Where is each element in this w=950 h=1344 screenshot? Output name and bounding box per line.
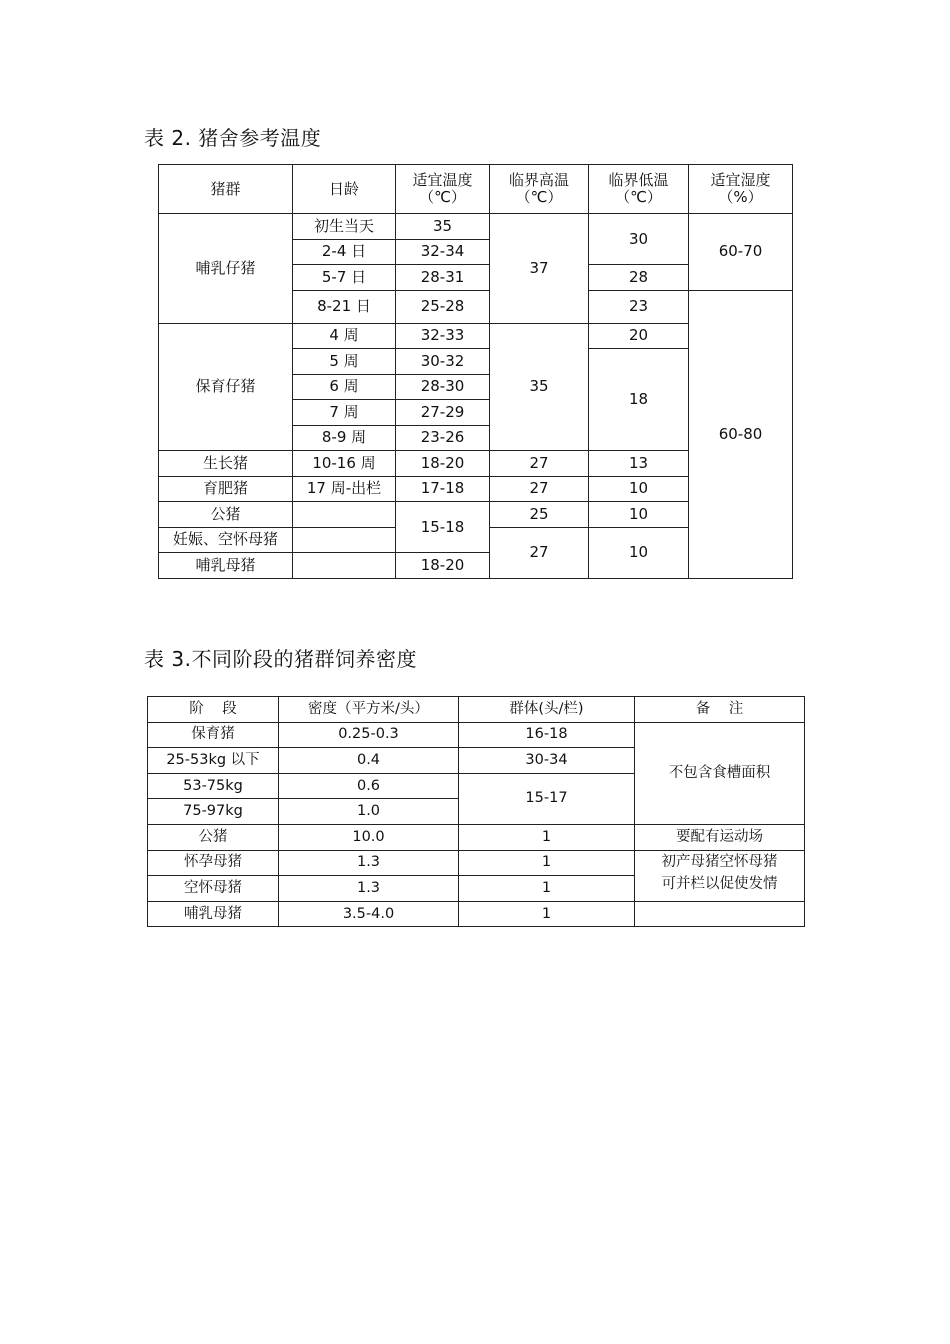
- header-density: 密度（平方米/头）: [279, 697, 459, 723]
- stage-cell: 保育猪: [148, 722, 279, 748]
- group-size-cell: 30-34: [459, 748, 635, 774]
- density-cell: 0.25-0.3: [279, 722, 459, 748]
- temp-cell: 23-26: [396, 425, 490, 451]
- age-cell: 7 周: [293, 400, 396, 426]
- critical-high-cell: 25: [490, 502, 589, 528]
- age-cell-empty: [293, 527, 396, 553]
- density-cell: 10.0: [279, 824, 459, 850]
- age-cell: 5 周: [293, 349, 396, 375]
- stage-cell: 公猪: [148, 824, 279, 850]
- temp-cell: 30-32: [396, 349, 490, 375]
- critical-high-cell: 35: [490, 323, 589, 451]
- age-cell: 2-4 日: [293, 239, 396, 265]
- temp-cell: 18-20: [396, 451, 490, 477]
- header-temperature: 适宜温度 （℃）: [396, 165, 490, 214]
- header-group-size: 群体(头/栏): [459, 697, 635, 723]
- critical-low-cell: 10: [589, 476, 689, 502]
- temp-cell: 18-20: [396, 553, 490, 579]
- group-size-cell: 1: [459, 824, 635, 850]
- density-cell: 3.5-4.0: [279, 901, 459, 927]
- note-cell: 不包含食槽面积: [635, 722, 805, 824]
- stage-cell: 75-97kg: [148, 799, 279, 825]
- note-cell-empty: [635, 901, 805, 927]
- table-header-row: [159, 165, 793, 214]
- age-cell: 初生当天: [293, 214, 396, 240]
- critical-high-cell: 27: [490, 476, 589, 502]
- critical-low-cell: 10: [589, 527, 689, 578]
- age-cell: 5-7 日: [293, 265, 396, 291]
- age-cell: 8-21 日: [293, 290, 396, 323]
- temp-cell: 17-18: [396, 476, 490, 502]
- density-cell: 1.3: [279, 876, 459, 902]
- temp-cell: 28-31: [396, 265, 490, 291]
- critical-high-cell: 27: [490, 451, 589, 477]
- table2-title: 表 2. 猪舍参考温度: [144, 126, 322, 150]
- temp-cell: 27-29: [396, 400, 490, 426]
- critical-low-cell: 10: [589, 502, 689, 528]
- header-humidity: 适宜湿度 （%）: [689, 165, 793, 214]
- note-cell: 初产母猪空怀母猪 可并栏以促使发情: [635, 850, 805, 901]
- critical-high-cell: 37: [490, 214, 589, 324]
- table-row: [148, 722, 805, 748]
- group-size-cell: 16-18: [459, 722, 635, 748]
- age-cell-empty: [293, 502, 396, 528]
- group-cell: 生长猪: [159, 451, 293, 477]
- critical-low-cell: 28: [589, 265, 689, 291]
- humidity-cell: 60-70: [689, 214, 793, 291]
- temp-cell: 28-30: [396, 374, 490, 400]
- header-stage: 阶 段: [148, 697, 279, 723]
- group-cell: 妊娠、空怀母猪: [159, 527, 293, 553]
- critical-low-cell: 18: [589, 349, 689, 451]
- age-cell: 10-16 周: [293, 451, 396, 477]
- critical-low-cell: 13: [589, 451, 689, 477]
- stage-cell: 哺乳母猪: [148, 901, 279, 927]
- temp-cell: 35: [396, 214, 490, 240]
- humidity-cell: 60-80: [689, 290, 793, 578]
- critical-low-cell: 23: [589, 290, 689, 323]
- group-size-cell: 15-17: [459, 773, 635, 824]
- age-cell: 6 周: [293, 374, 396, 400]
- temp-cell: 32-34: [396, 239, 490, 265]
- note-cell: 要配有运动场: [635, 824, 805, 850]
- critical-high-cell: 27: [490, 527, 589, 578]
- age-cell: 4 周: [293, 323, 396, 349]
- table-row: [148, 901, 805, 927]
- group-cell: 哺乳母猪: [159, 553, 293, 579]
- stage-cell: 怀孕母猪: [148, 850, 279, 876]
- density-cell: 0.6: [279, 773, 459, 799]
- density-cell: 1.3: [279, 850, 459, 876]
- stage-cell: 25-53kg 以下: [148, 748, 279, 774]
- group-size-cell: 1: [459, 876, 635, 902]
- table-header-row: [148, 697, 805, 723]
- table-row: [148, 824, 805, 850]
- temp-cell: 15-18: [396, 502, 490, 553]
- age-cell-empty: [293, 553, 396, 579]
- pig-stocking-density-table: [147, 696, 805, 927]
- age-cell: 8-9 周: [293, 425, 396, 451]
- group-cell: 育肥猪: [159, 476, 293, 502]
- pig-house-temperature-table: [158, 164, 793, 579]
- table-row: [159, 214, 793, 240]
- group-size-cell: 1: [459, 901, 635, 927]
- header-group: 猪群: [159, 165, 293, 214]
- temp-cell: 25-28: [396, 290, 490, 323]
- critical-low-cell: 20: [589, 323, 689, 349]
- header-note: 备 注: [635, 697, 805, 723]
- group-size-cell: 1: [459, 850, 635, 876]
- critical-low-cell: 30: [589, 214, 689, 265]
- header-critical-high: 临界高温 （℃）: [490, 165, 589, 214]
- age-cell: 17 周-出栏: [293, 476, 396, 502]
- stage-cell: 空怀母猪: [148, 876, 279, 902]
- header-critical-low: 临界低温 （℃）: [589, 165, 689, 214]
- density-cell: 0.4: [279, 748, 459, 774]
- stage-cell: 53-75kg: [148, 773, 279, 799]
- density-cell: 1.0: [279, 799, 459, 825]
- temp-cell: 32-33: [396, 323, 490, 349]
- table-row: [148, 850, 805, 876]
- group-cell: 公猪: [159, 502, 293, 528]
- group-cell: 哺乳仔猪: [159, 214, 293, 324]
- header-age: 日龄: [293, 165, 396, 214]
- table3-title: 表 3.不同阶段的猪群饲养密度: [144, 647, 417, 671]
- group-cell: 保育仔猪: [159, 323, 293, 451]
